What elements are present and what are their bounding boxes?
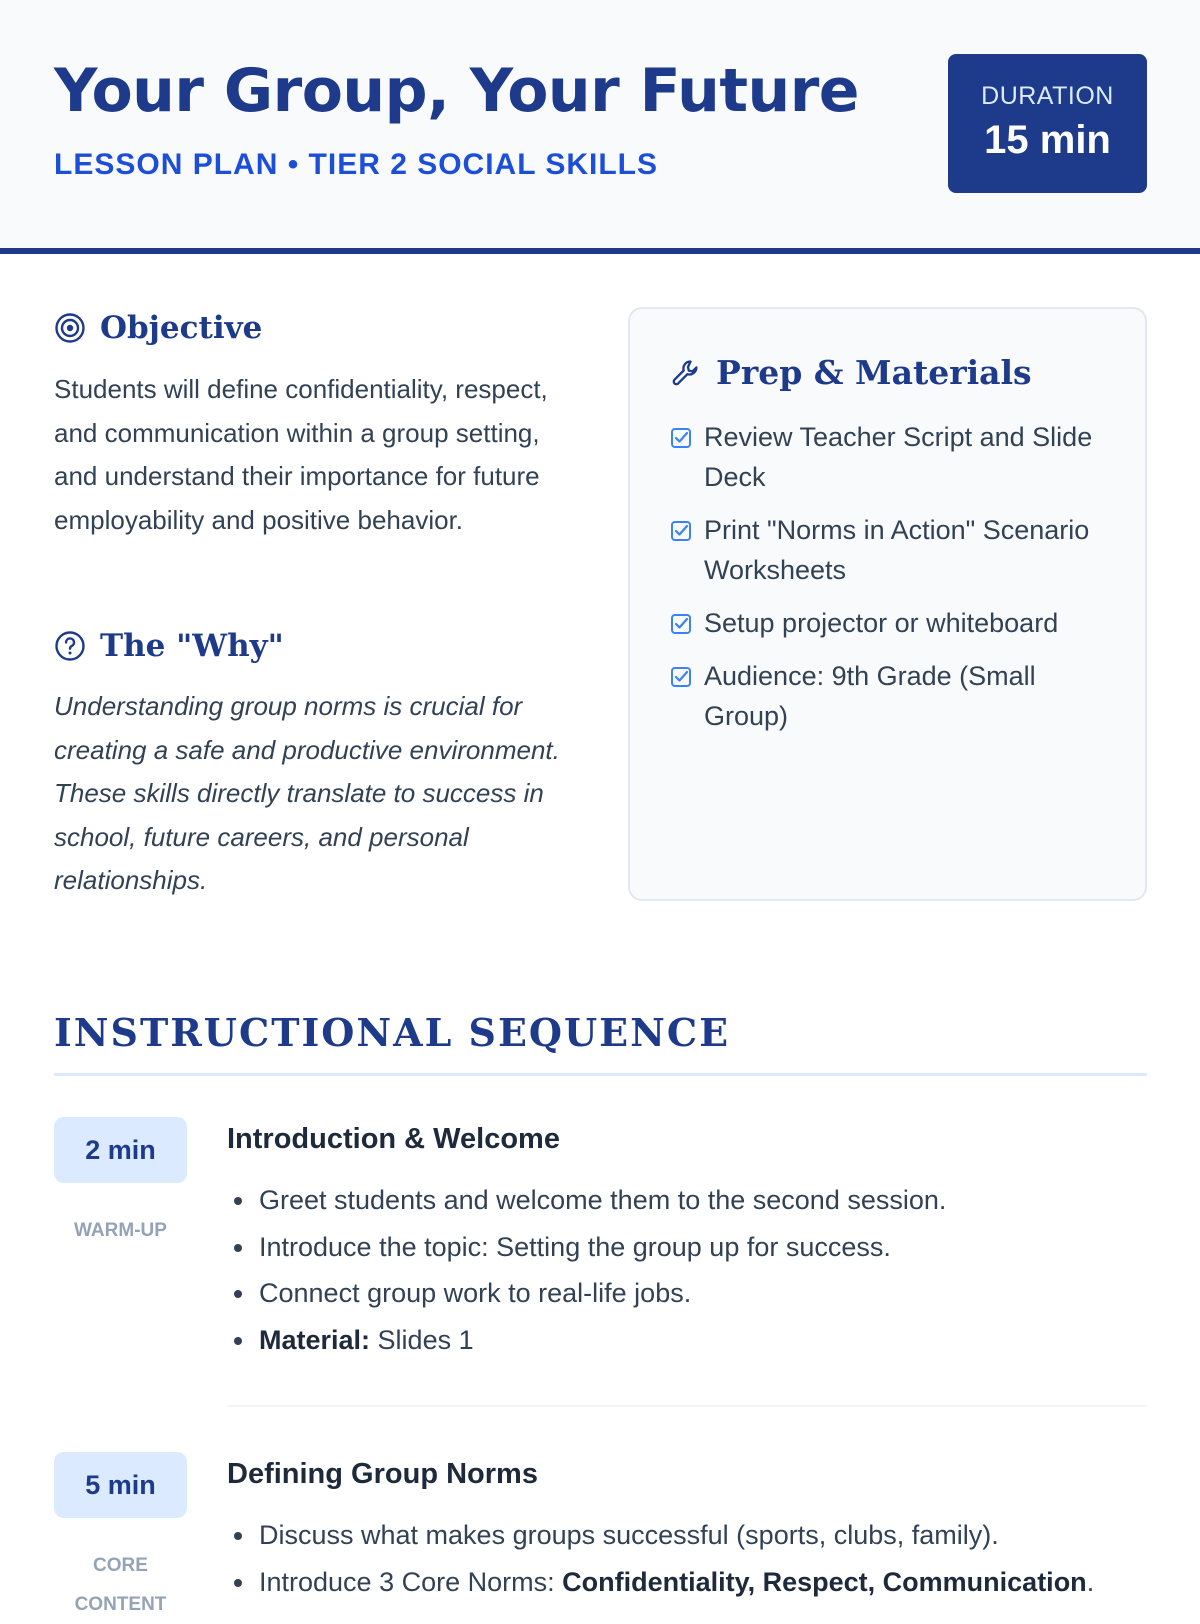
- sequence-heading: INSTRUCTIONAL SEQUENCE: [54, 1010, 731, 1055]
- step-phase-label: CORE CONTENT: [74, 1555, 167, 1615]
- prep-item: [670, 417, 1120, 497]
- prep-item: [670, 510, 1120, 590]
- step-bullet-norms: [259, 1559, 1159, 1606]
- duration-badge: [948, 54, 1147, 193]
- step-time-badge: 2 min: [54, 1117, 187, 1183]
- duration-label: DURATION: [981, 82, 1114, 110]
- norms-prefix: Introduce 3 Core Norms:: [259, 1566, 563, 1597]
- step-bullet-material: [259, 1317, 1159, 1364]
- norms-suffix: .: [1086, 1566, 1095, 1597]
- prep-list: [670, 417, 1120, 749]
- checkbox-checked-icon: [670, 666, 692, 688]
- material-value: Slides 1: [370, 1324, 474, 1355]
- material-label: Material:: [259, 1324, 371, 1355]
- target-icon: [54, 312, 86, 344]
- prep-item-text: Audience: 9th Grade (Small Group): [704, 661, 1036, 731]
- checkbox-checked-icon: [670, 520, 692, 542]
- step-title: Defining Group Norms: [227, 1458, 538, 1490]
- wrench-icon: [670, 357, 702, 389]
- why-text: Understanding group norms is crucial for creating a safe and productive environment. These skills directly translate to success in school, future careers, and personal relationships.: [54, 691, 560, 895]
- sequence-divider: [54, 1073, 1147, 1076]
- prep-item-text: Setup projector or whiteboard: [704, 608, 1059, 638]
- lesson-header: [0, 0, 1200, 254]
- step-bullet: Greet students and welcome them to the second session.: [259, 1177, 1159, 1224]
- step-time-badge: 5 min: [54, 1452, 187, 1518]
- prep-heading: [670, 353, 1032, 392]
- prep-item: [670, 656, 1120, 736]
- step-title: Introduction & Welcome: [227, 1123, 560, 1155]
- page-subtitle: LESSON PLAN • TIER 2 SOCIAL SKILLS: [54, 148, 659, 181]
- prep-materials-card: [628, 307, 1147, 901]
- why-title: The "Why": [100, 628, 284, 664]
- objective-heading: [54, 310, 262, 346]
- duration-value: 15 min: [984, 118, 1111, 162]
- prep-item: [670, 603, 1120, 643]
- step-bullet: Introduce the topic: Setting the group up for success.: [259, 1224, 1159, 1271]
- objective-title: Objective: [100, 310, 263, 346]
- prep-title: Prep & Materials: [716, 353, 1032, 392]
- step-phase-label: WARM-UP: [74, 1220, 167, 1241]
- checkbox-checked-icon: [670, 427, 692, 449]
- step-bullets: [259, 1177, 1159, 1363]
- prep-item-text: Print "Norms in Action" Scenario Worksheets: [704, 515, 1090, 585]
- step-bullets: [259, 1512, 1159, 1605]
- step-bullet: Connect group work to real-life jobs.: [259, 1270, 1159, 1317]
- norms-list: Confidentiality, Respect, Communication: [562, 1566, 1087, 1597]
- objective-text: Students will define confidentiality, respect, and communication within a group setting, and understand their importance for future employability and positive behavior.: [54, 374, 548, 535]
- page-title: Your Group, Your Future: [54, 56, 860, 126]
- step-divider: [227, 1405, 1147, 1407]
- question-circle-icon: [54, 630, 86, 662]
- why-heading: [54, 628, 284, 664]
- checkbox-checked-icon: [670, 613, 692, 635]
- prep-item-text: Review Teacher Script and Slide Deck: [704, 422, 1093, 492]
- step-bullet: Discuss what makes groups successful (sports, clubs, family).: [259, 1512, 1159, 1559]
